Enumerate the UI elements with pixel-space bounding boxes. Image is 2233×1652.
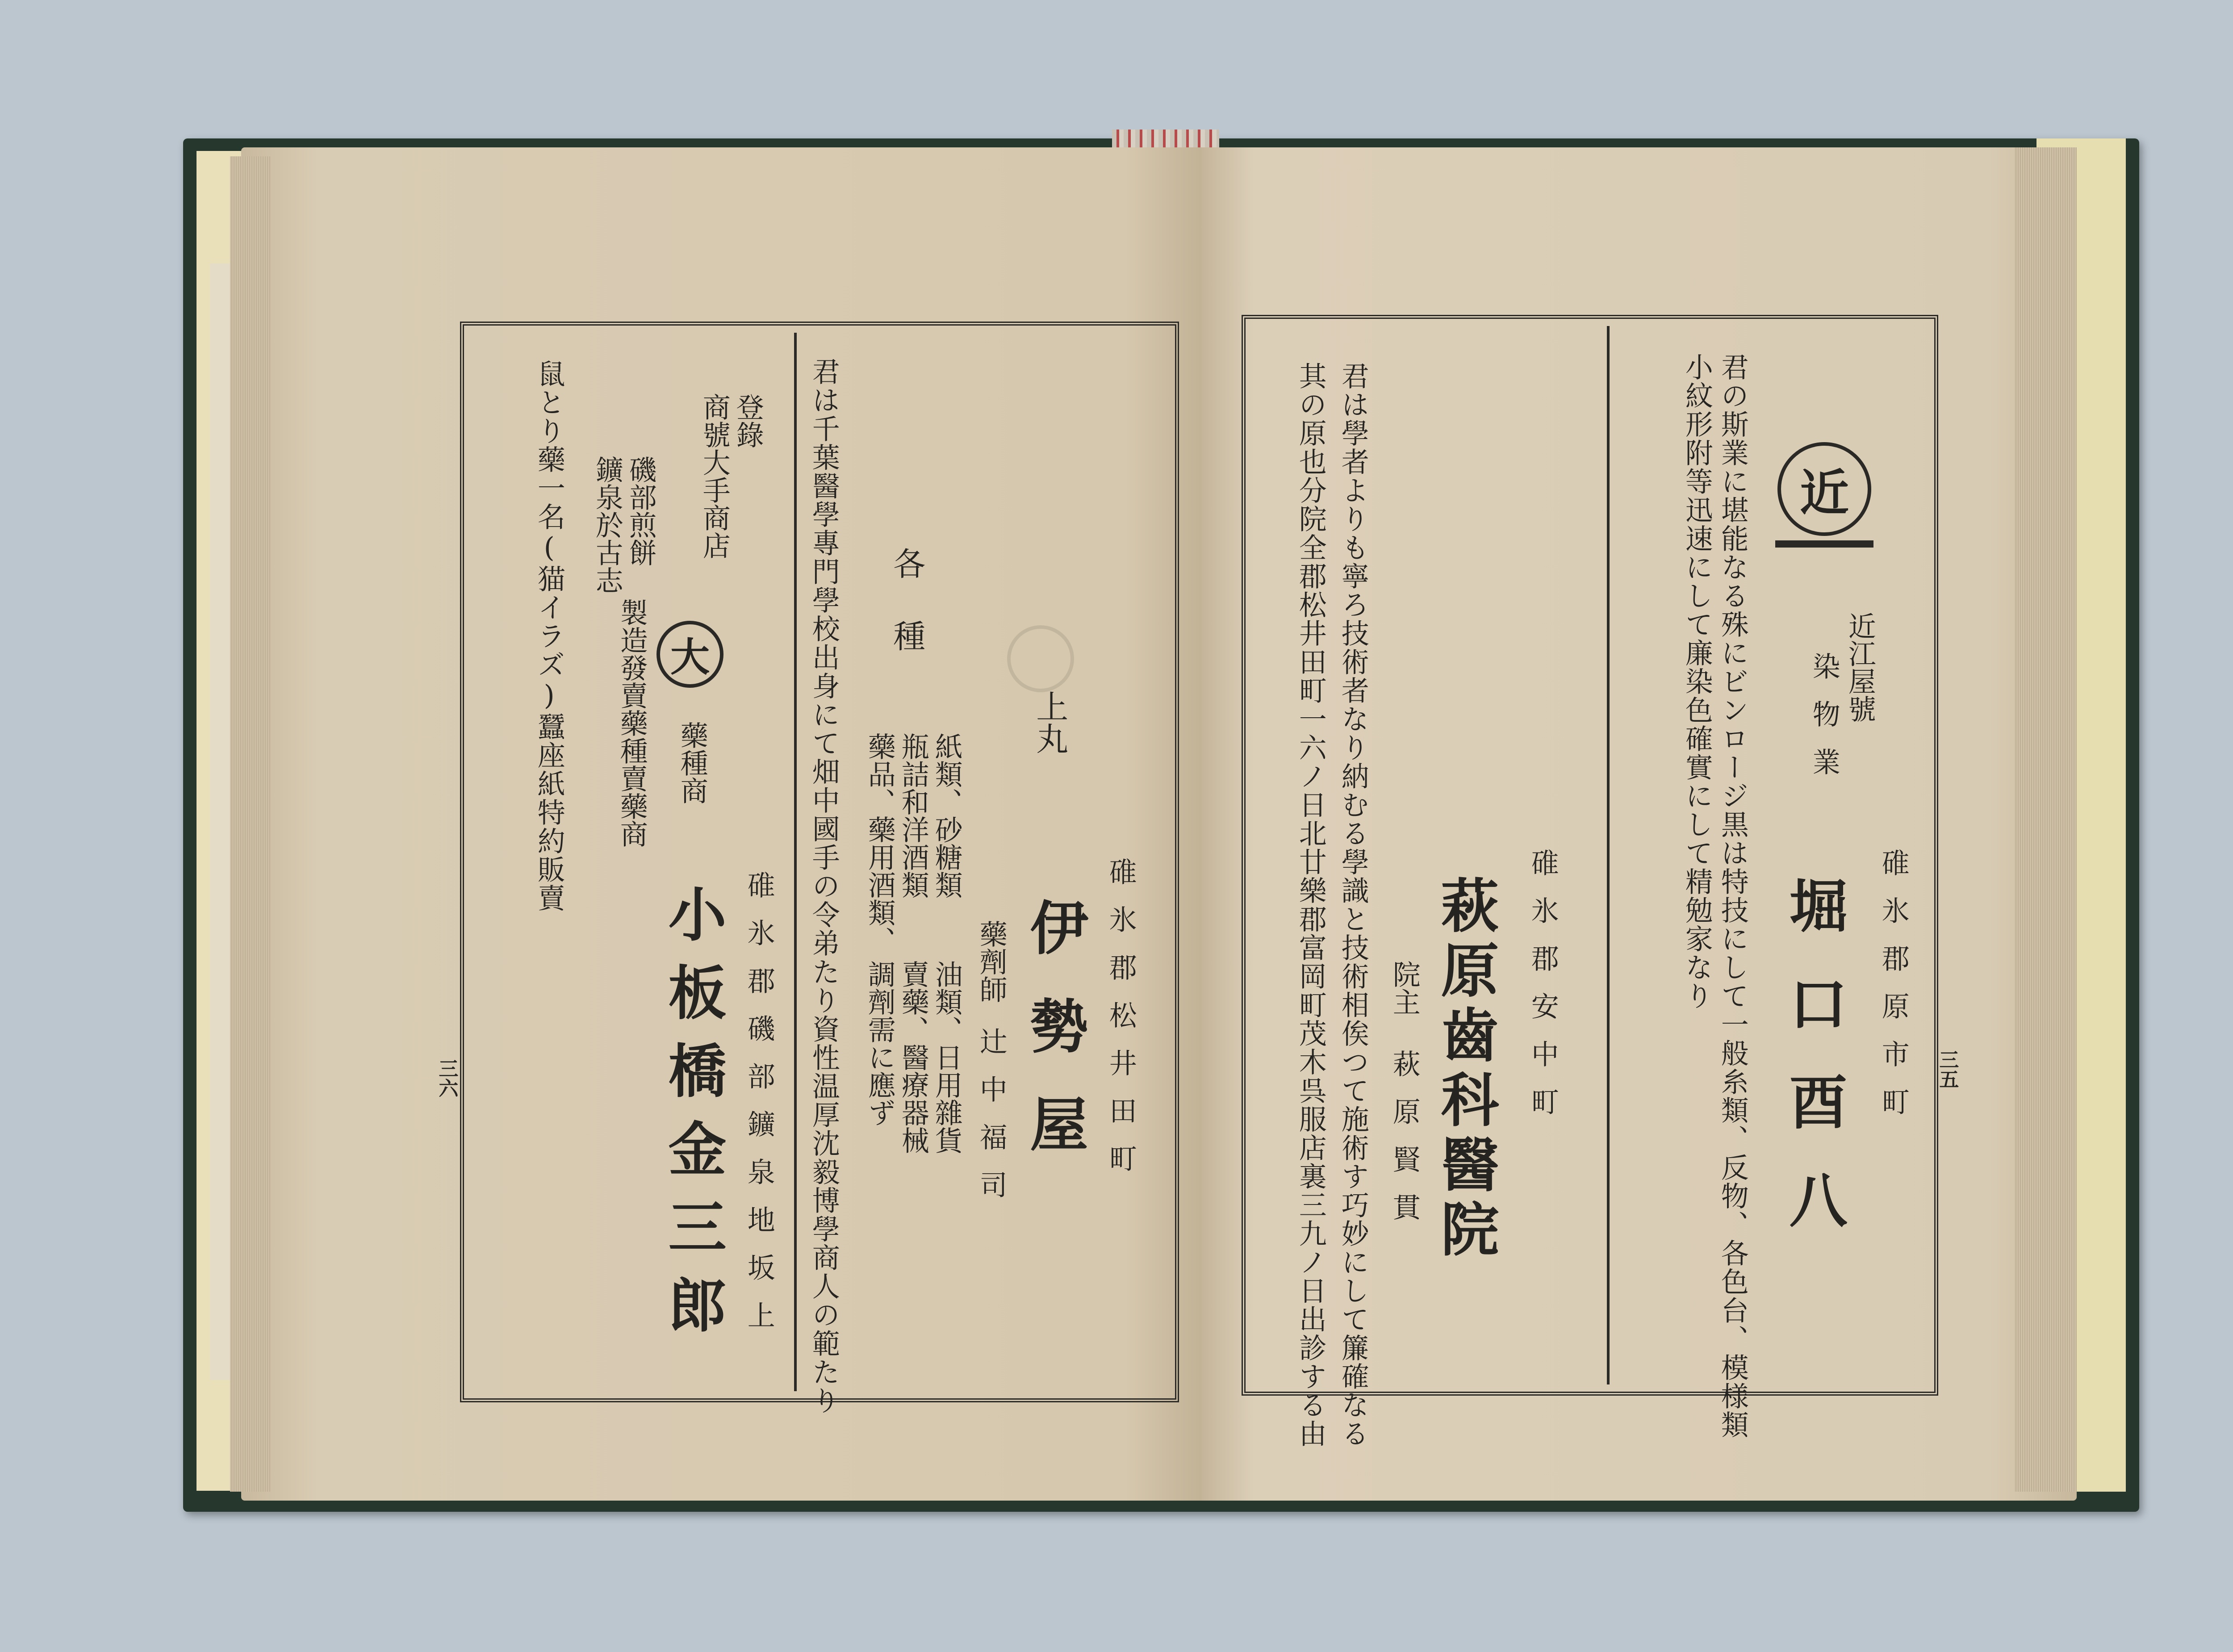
ghost-emblem [1007, 625, 1074, 692]
ise-shop-name: 伊勢屋 [1020, 898, 1089, 1192]
koita-registered-2: 商號大手商店 [698, 393, 731, 559]
koita-shop-name: 小板橋金三郎 [659, 884, 727, 1353]
ise-pharmacist-label: 藥劑師 [975, 920, 1008, 1003]
koita-business-1: 製造發賣藥種賣藥商 [615, 598, 648, 848]
hagiwara-description-2: 其の原也分院全郡松井田町一六ノ日北廿樂郡富岡町茂木呉服店裏三九ノ日出診する由 [1294, 362, 1327, 1448]
horiguchi-address: 碓氷郡原市町 [1877, 849, 1910, 1135]
hagiwara-clinic-name: 萩原齒科醫院 [1431, 875, 1500, 1264]
ise-goods-1: 紙類、砂糖類 [930, 732, 963, 899]
koita-address: 碓氷郡磯部鑛泉地坂上 [743, 871, 776, 1349]
chika-emblem-char: 近 [1800, 464, 1849, 522]
horiguchi-shop-label: 近江屋號 [1844, 612, 1877, 723]
dai-emblem [657, 621, 723, 688]
koita-rat-medicine: 鼠とり藥一名(猫イラズ)蠶座紙特約販賣 [533, 360, 566, 912]
page-stack-right [2014, 147, 2077, 1492]
ise-address: 碓氷郡松井田町 [1104, 857, 1137, 1192]
hagiwara-description-1: 君は學者よりも寧ろ技術者なり納むる學識と技術相俟つて施術す巧妙にして簾確なる [1337, 362, 1370, 1448]
right-ad-divider [1607, 326, 1610, 1384]
dai-emblem-char: 大 [670, 634, 710, 680]
spine-headband [1112, 130, 1219, 147]
ise-goods-4: 油類、日用雜貨 [930, 960, 963, 1154]
ise-goods-5: 賣藥、醫療器械 [897, 960, 930, 1154]
ise-goods-2: 瓶詰和洋酒類 [897, 732, 930, 899]
ise-pharmacist-name: 辻中福司 [975, 1027, 1008, 1218]
page-stack-left [230, 156, 270, 1492]
koita-business-2: 藥種商 [676, 721, 709, 804]
hagiwara-address: 碓氷郡安中町 [1526, 849, 1560, 1135]
koita-registered-1: 登錄 [732, 393, 765, 448]
horiguchi-description-1: 君の斯業に堪能なる殊にビンロージ黒は特技にして一般糸類、反物、各色台、模様類 [1716, 353, 1749, 1439]
hagiwara-director-label: 院主 [1388, 960, 1421, 1016]
ise-goods-6: 調劑需に應ず [863, 960, 896, 1126]
horiguchi-shop-name: 堀口酉八 [1780, 875, 1848, 1268]
ise-mark: 上丸 [1031, 690, 1069, 754]
chika-emblem [1777, 442, 1871, 536]
ise-goods-3: 藥品、藥用酒類、 [863, 732, 896, 954]
page-number-left: 三六 [435, 1058, 458, 1098]
ise-description: 君は千葉醫學專門學校出身にて畑中國手の令弟たり資性温厚沈毅博學商人の範たり [807, 357, 841, 1415]
left-ad-divider [794, 333, 797, 1391]
hagiwara-director-name: 萩原賢貫 [1388, 1050, 1421, 1241]
horiguchi-business: 染物業 [1808, 652, 1841, 795]
ise-kinds: 各種 [888, 547, 926, 692]
koita-product-1: 磯部煎餅 [624, 456, 657, 566]
koita-product-2: 鑛泉於古志 [591, 456, 624, 594]
horiguchi-description-2: 小紋形附等迅速にして廉染色確實にして精勉家なり [1681, 353, 1714, 1010]
page-number-right: 三五 [1936, 1050, 1959, 1089]
emblem-underbar [1775, 540, 1873, 548]
